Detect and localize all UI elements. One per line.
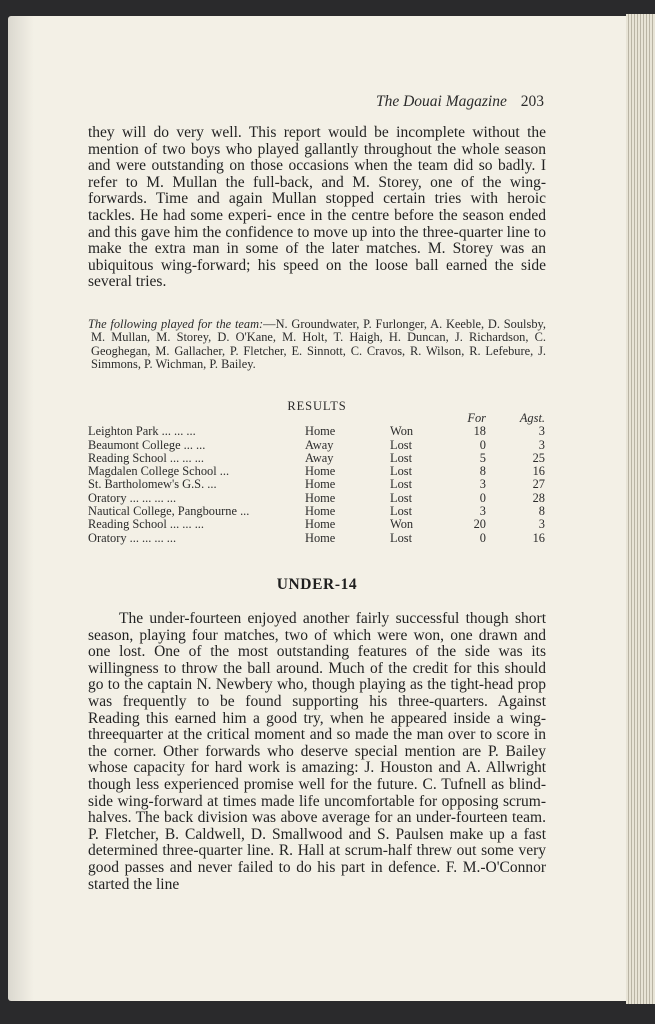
under14-paragraph-line: though less experienced promise well for the future. C. Tufnell (88, 775, 487, 793)
result: Lost (390, 530, 413, 545)
score-for: 3 (479, 477, 486, 492)
under14-paragraph-line: supporting his three-quarters. Against Reading this earned him (88, 692, 546, 727)
score-for: 0 (479, 437, 486, 452)
intro-paragraph-line: side several tries. (88, 256, 546, 291)
opponent: Reading School ... ... ... (88, 517, 204, 532)
venue: Away (305, 450, 334, 465)
result: Lost (390, 450, 413, 465)
venue: Home (305, 530, 336, 545)
team-names-line: —N. Groundwater, P. Furlonger, A. (263, 317, 443, 331)
results-row (88, 532, 548, 545)
under14-paragraph-line: an under-fourteen team. P. Fletcher, B. Caldwell, D. Smallwood (88, 809, 546, 843)
section-heading: UNDER-14 (276, 576, 358, 593)
under14-paragraph-line: R. Hall at scrum-half threw out some very good passes and never (88, 842, 546, 876)
score-agst: 25 (532, 450, 545, 465)
under14-paragraph-line: a good try, when he appeared inside a wing-threequarter at the (88, 709, 547, 744)
venue: Home (305, 464, 336, 479)
results-row (88, 425, 548, 438)
result: Lost (390, 464, 413, 479)
team-names-line: E. Sinnott, C. Cravos, R. Wilson, R. Lefebure, J. Simmons, P. Wichman, (91, 343, 546, 371)
under14-paragraph-line: and S. Paulsen make up a fast determined three-quarter line. (88, 825, 547, 860)
intro-paragraph-line: confidence to move up into the three-quarter line to make the (88, 223, 547, 258)
score-for: 8 (479, 464, 486, 479)
under14-paragraph-line: The under-fourteen enjoyed another fairly successful though (119, 610, 509, 627)
opponent: Reading School ... ... ... (88, 450, 204, 465)
team-names-line: Keeble, D. Soulsby, M. Mullan, M. Storey, D. O'Kane, M. Holt, T. Haigh, (91, 317, 546, 345)
result: Won (390, 517, 414, 532)
magazine-title: The Douai Magazine (375, 93, 507, 110)
results-row (88, 439, 548, 452)
score-agst: 27 (532, 477, 545, 492)
result: Lost (390, 504, 413, 519)
under14-paragraph-line: capacity for hard work is amazing: J. Houston and A. Allwright (133, 759, 547, 777)
under14-paragraph (88, 611, 546, 893)
intro-paragraph-line: stopped certain tries with heroic tackles. He had some experi- (88, 190, 547, 224)
results-row (88, 505, 548, 518)
score-agst: 16 (532, 530, 545, 545)
opponent: Leighton Park ... ... ... (88, 424, 196, 439)
col-header-agst: Agst. (519, 411, 545, 425)
venue: Away (305, 437, 334, 452)
opponent: St. Bartholomew's G.S. ... (88, 477, 217, 492)
results-table (88, 412, 548, 545)
results-row (88, 478, 548, 491)
results-row (88, 465, 548, 478)
intro-paragraph-line: they will do very well. This report would be incomplete without (88, 124, 520, 141)
opponent: Nautical College, Pangbourne ... (88, 504, 250, 519)
intro-paragraph-line: extra man in some of the later matches. M. Storey was an (154, 240, 546, 258)
results-row (88, 518, 548, 531)
venue: Home (305, 424, 336, 439)
intro-paragraph-line: ubiquitous wing-forward; his speed on the loose ball earned the (88, 256, 514, 274)
under14-paragraph-line: failed to do his part in defence. F. M.-O'Connor started the line (88, 858, 547, 893)
team-names-line: H. Duncan, J. Richardson, C. Geoghegan, M. Gallacher, P. Fletcher, (91, 330, 546, 358)
score-for: 0 (479, 530, 486, 545)
page-number: 203 (520, 93, 544, 110)
results-title: RESULTS (287, 399, 347, 413)
score-for: 20 (473, 517, 486, 532)
opponent: Beaumont College ... ... (88, 437, 206, 452)
under14-paragraph-line: Other forwards who deserve special mention are P. Bailey whose (88, 742, 546, 777)
opponent: Oratory ... ... ... ... (88, 490, 177, 505)
score-agst: 16 (532, 464, 545, 479)
intro-paragraph-line: team did so badly. I refer to M. Mullan the full-back, and M. (88, 157, 546, 191)
score-for: 18 (473, 424, 486, 439)
team-list (88, 318, 546, 371)
under14-paragraph-line: credit for this should go to the captain N. Newbery who, though (88, 659, 547, 694)
score-for: 0 (479, 490, 486, 505)
under14-paragraph-line: drawn and one lost. One of the most outstanding features of the (88, 626, 547, 661)
team-names-line: P. Bailey. (209, 356, 256, 371)
score-for: 3 (479, 504, 486, 519)
result: Lost (390, 490, 413, 505)
under14-paragraph-line: short season, playing four matches, two of which were won, one (88, 610, 547, 644)
team-list-lead: The following played for the team: (88, 317, 264, 331)
score-for: 5 (479, 450, 486, 465)
score-agst: 3 (538, 424, 545, 439)
intro-paragraph-line: the mention of two boys who played gallantly throughout the (88, 124, 546, 158)
under14-paragraph-line: side was its willingness to throw the ball around. Much of the (88, 643, 547, 677)
page-edges (626, 14, 655, 1004)
under14-paragraph-line: critical moment and so made the man over to score in the corner. (88, 726, 546, 760)
score-agst: 3 (538, 437, 545, 452)
result: Lost (390, 477, 413, 492)
result: Lost (390, 437, 413, 452)
under14-paragraph-line: opposing scrum-halves. The back division was above average for (88, 792, 546, 827)
gutter-shadow (8, 16, 34, 1001)
intro-paragraph-line: ence in the centre before the season ended and this gave him the (88, 206, 547, 241)
running-head (376, 93, 544, 111)
results-row (88, 492, 548, 505)
opponent: Magdalen College School ... (88, 464, 230, 479)
opponent: Oratory ... ... ... ... (88, 530, 177, 545)
score-agst: 28 (532, 490, 545, 505)
results-header-row (88, 412, 548, 425)
under14-paragraph-line: playing as the tight-head prop was frequently to be found (88, 676, 547, 710)
score-agst: 3 (538, 517, 545, 532)
results-row (88, 452, 548, 465)
intro-paragraph-line: whole season and were outstanding on those occasions when the (88, 140, 547, 175)
result: Won (390, 424, 414, 439)
intro-paragraph (88, 125, 546, 291)
venue: Home (305, 517, 336, 532)
score-agst: 8 (538, 504, 545, 519)
venue: Home (305, 504, 336, 519)
col-header-for: For (467, 411, 486, 425)
venue: Home (305, 490, 336, 505)
under14-paragraph-line: as blind-side wing-forward at times made life uncomfortable for (88, 775, 547, 810)
intro-paragraph-line: Storey, one of the wing-forwards. Time and again Mullan (88, 173, 546, 208)
venue: Home (305, 477, 336, 492)
